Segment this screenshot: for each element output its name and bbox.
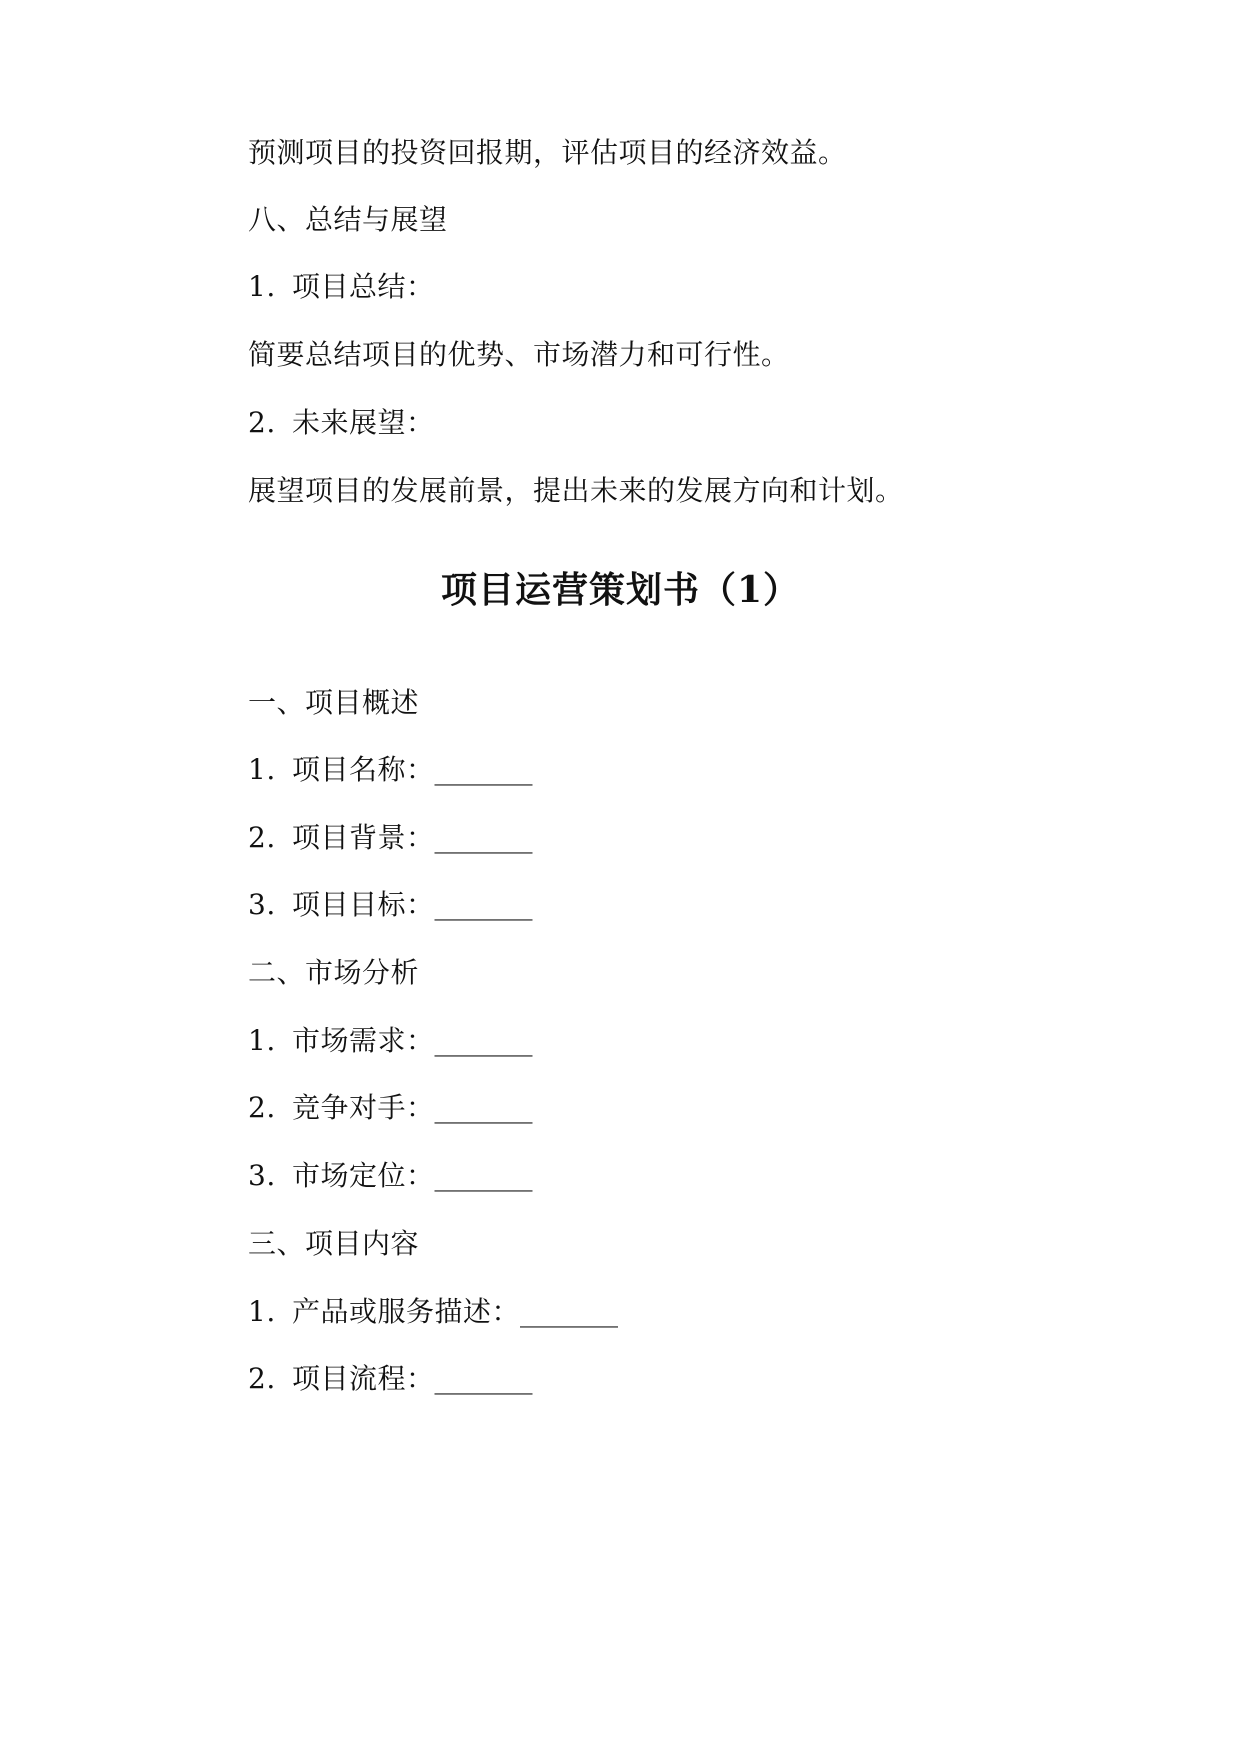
list-label: 项目流程： (292, 1362, 435, 1395)
list-number: 3. (248, 1159, 276, 1192)
section-heading-content: 三、项目内容 (248, 1227, 420, 1260)
fill-blank: _______ (434, 888, 533, 921)
list-number: 1. (248, 270, 276, 303)
paragraph-outlook: 展望项目的发展前景，提出未来的发展方向和计划。 (248, 474, 904, 507)
list-number: 2. (248, 1362, 276, 1395)
list-label: 项目目标： (292, 888, 435, 921)
list-number: 1. (248, 1295, 276, 1328)
list-label: 未来展望： (292, 406, 435, 439)
paragraph-roi: 预测项目的投资回报期，评估项目的经济效益。 (248, 136, 847, 169)
list-label: 竞争对手： (292, 1091, 435, 1124)
list-number: 2. (248, 1091, 276, 1124)
fill-blank: _______ (434, 1091, 533, 1124)
section-heading-market: 二、市场分析 (248, 956, 420, 989)
list-number: 1. (248, 753, 276, 786)
list-item-future-outlook (248, 406, 435, 440)
fill-blank: _______ (434, 1024, 533, 1057)
list-item-market-positioning (248, 1159, 533, 1193)
list-number: 2. (248, 406, 276, 439)
section-heading-overview: 一、项目概述 (248, 686, 420, 719)
list-item-product-description (248, 1295, 618, 1329)
fill-blank: _______ (434, 821, 533, 854)
list-label: 产品或服务描述： (292, 1295, 521, 1328)
paragraph-summary: 简要总结项目的优势、市场潜力和可行性。 (248, 338, 790, 371)
list-label: 项目名称： (292, 753, 435, 786)
list-label: 市场定位： (292, 1159, 435, 1192)
list-item-project-name (248, 753, 533, 787)
section-heading-summary: 八、总结与展望 (248, 203, 448, 236)
list-item-project-background (248, 821, 533, 855)
list-item-project-process (248, 1362, 533, 1396)
list-number: 2. (248, 821, 276, 854)
list-label: 市场需求： (292, 1024, 435, 1057)
fill-blank: _______ (434, 1362, 533, 1395)
fill-blank: _______ (520, 1295, 619, 1328)
list-number: 1. (248, 1024, 276, 1057)
fill-blank: _______ (434, 1159, 533, 1192)
list-item-market-demand (248, 1024, 533, 1058)
fill-blank: _______ (434, 753, 533, 786)
list-item-project-goal (248, 888, 533, 922)
document-title: 项目运营策划书（1） (440, 569, 801, 611)
list-label: 项目背景： (292, 821, 435, 854)
list-item-competitors (248, 1091, 533, 1125)
list-item-project-summary (248, 270, 435, 304)
list-label: 项目总结： (292, 270, 435, 303)
list-number: 3. (248, 888, 276, 921)
